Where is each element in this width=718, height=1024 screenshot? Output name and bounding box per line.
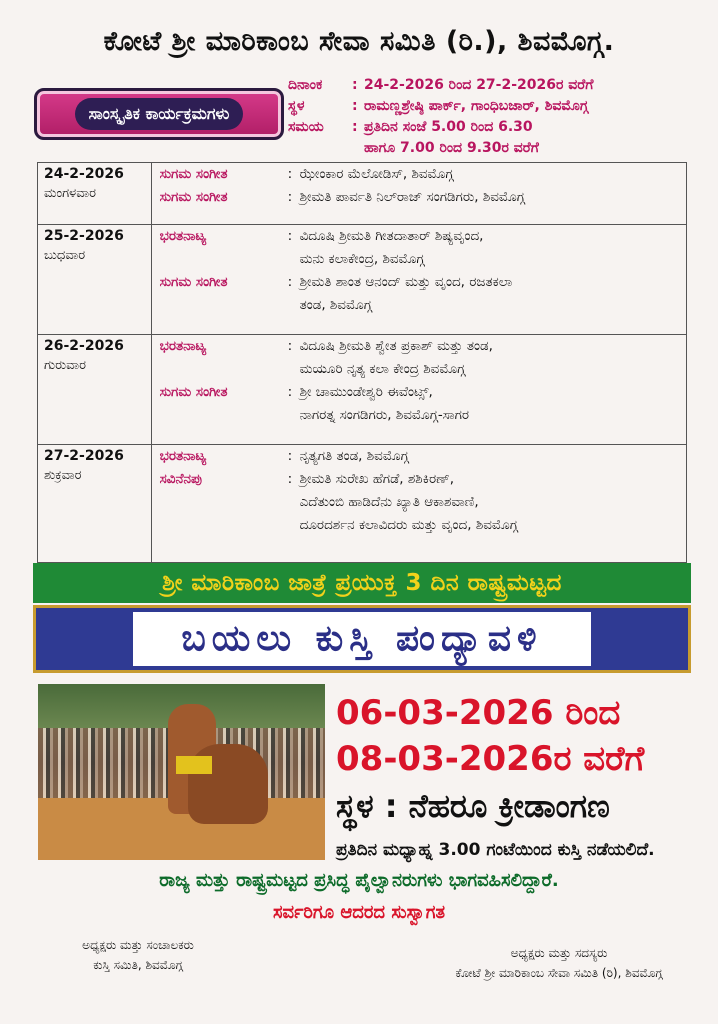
performance-type [152,404,288,427]
performance-line [152,294,686,317]
performances-cell [151,163,686,225]
event-info [288,75,708,159]
signature-left [38,935,238,975]
performance-colon [288,514,300,537]
info-row-time [288,117,708,138]
performance-colon [288,248,300,271]
schedule-date: 25-2-2026 [44,228,124,244]
performance-type [152,514,288,537]
schedule-day: ಗುರುವಾರ [44,358,86,373]
wrestling-photo [38,684,325,860]
info-label: ಸಮಯ [288,119,324,135]
wrestling-daily-time: ಪ್ರತಿದಿನ ಮಧ್ಯಾಹ್ನ 3.00 ಗಂಟೆಯಿಂದ ಕುಸ್ತಿ ನಡೆಯಲಿದೆ. [336,840,655,860]
performance-text: ಶ್ರೀಮತಿ ಸುರೇಖ ಹೆಗಡೆ, ಶಶಿಕಿರಣ್, [299,471,455,487]
info-row-date [288,75,708,96]
performance-type: ಭರತನಾಟ್ಯ [159,338,207,354]
performance-type [152,358,288,381]
performance-line [152,225,686,248]
info-colon [352,138,364,159]
performances-cell [151,335,686,445]
info-colon: : [352,119,358,135]
performance-text: ಎದೆತುಂಬಿ ಹಾಡಿದೆನು ಖ್ಯಾತಿ ಆಕಾಶವಾಣಿ, [299,494,479,510]
performance-text: ಶ್ರೀಮತಿ ಶಾಂತ ಆನಂದ್ ಮತ್ತು ವೃಂದ, ರಜತಕಲಾ [299,274,513,290]
performance-text: ಶ್ರೀ ಚಾಮುಂಡೇಶ್ವರಿ ಈವೆಂಟ್ಸ್, [299,384,433,400]
date-cell [38,225,152,335]
schedule-date: 27-2-2026 [44,448,124,464]
performance-colon [288,404,300,427]
schedule-date: 26-2-2026 [44,338,124,354]
performance-text: ದೂರದರ್ಶನ ಕಲಾವಿದರು ಮತ್ತು ವೃಂದ, ಶಿವಮೊಗ್ಗ [299,517,518,533]
signature-left-line2: ಕುಸ್ತಿ ಸಮಿತಿ, ಶಿವಮೊಗ್ಗ [93,958,183,972]
performance-colon: : [287,189,293,205]
performance-line [152,491,686,514]
signature-left-line1: ಅಧ್ಯಕ್ಷರು ಮತ್ತು ಸಂಚಾಲಕರು [82,938,194,952]
info-label: ಸ್ಥಳ [288,98,305,114]
info-value: ಹಾಗೂ 7.00 ರಿಂದ 9.30ರ ವರೆಗೆ [364,140,539,156]
cultural-programs-badge [34,88,284,140]
performance-colon [288,491,300,514]
performance-type [152,491,288,514]
info-row-time-cont [288,138,708,159]
performance-colon: : [287,274,293,290]
performance-line [152,445,686,468]
schedule-table [37,162,687,563]
badge-label: ಸಾಂಸ್ಕೃತಿಕ ಕಾರ್ಯಕ್ರಮಗಳು [75,98,244,130]
info-value: ರಾಮಣ್ಣಶ್ರೇಷ್ಠಿ ಪಾರ್ಕ್, ಗಾಂಧಿಬಜಾರ್, ಶಿವಮೊಗ್ಗ [364,98,589,114]
performance-line [152,381,686,404]
performance-text: ಶ್ರೀಮತಿ ಪಾರ್ವತಿ ನಿಲ್‌ರಾಜ್ ಸಂಗಡಿಗರು, ಶಿವಮೊಗ್ಗ [299,189,525,205]
date-cell [38,163,152,225]
wrestling-venue: ಸ್ಥಳ : ನೆಹರೂ ಕ್ರೀಡಾಂಗಣ [336,787,610,825]
info-colon: : [352,77,358,93]
performance-line [152,248,686,271]
performance-text: ತಂಡ, ಶಿವಮೊಗ್ಗ [299,297,372,313]
performance-line [152,186,686,209]
organization-title: ಕೋಟೆ ಶ್ರೀ ಮಾರಿಕಾಂಬ ಸೇವಾ ಸಮಿತಿ (ರಿ.), ಶಿವಮೊಗ್ಗ. [103,26,615,57]
performance-type: ಸುಗಮ ಸಂಗೀತ [159,384,228,400]
performance-text: ವಿದೂಷಿ ಶ್ರೀಮತಿ ಗೀತದಾತಾರ್ ಶಿಷ್ಯವೃಂದ, [299,228,484,244]
photo-shorts [176,756,212,774]
performance-text: ಮಯೂರಿ ನೃತ್ಯ ಕಲಾ ಕೇಂದ್ರ ಶಿವಮೊಗ್ಗ [299,361,466,377]
wrestling-title: ಬಯಲು ಕುಸ್ತಿ ಪಂದ್ಯಾವಳಿ [133,612,590,666]
performances-cell [151,445,686,563]
performances-cell [151,225,686,335]
date-from: 06-03-2026 ರಿಂದ [336,693,621,733]
performance-type: ಸುಗಮ ಸಂಗೀತ [159,189,228,205]
info-value: 24-2-2026 ರಿಂದ 27-2-2026ರ ವರೆಗೆ [364,77,594,93]
performance-text: ನಾಗರತ್ನ ಸಂಗಡಿಗರು, ಶಿವಮೊಗ್ಗ-ಸಾಗರ [299,407,470,423]
performance-type: ಸುಗಮ ಸಂಗೀತ [159,166,228,182]
schedule-row [38,163,687,225]
performance-text: ನೃತ್ಯಗತಿ ತಂಡ, ಶಿವಮೊಗ್ಗ [299,448,409,464]
performance-text: ಮನು ಕಲಾಕೇಂದ್ರ, ಶಿವಮೊಗ್ಗ [299,251,425,267]
info-value: ಪ್ರತಿದಿನ ಸಂಜೆ 5.00 ರಿಂದ 6.30 [364,119,533,135]
performance-colon [288,294,300,317]
signature-right [414,943,704,983]
schedule-row [38,445,687,563]
date-cell [38,445,152,563]
schedule-row [38,335,687,445]
performance-type: ಭರತನಾಟ್ಯ [159,448,207,464]
wrestlers-note: ರಾಜ್ಯ ಮತ್ತು ರಾಷ್ಟ್ರಮಟ್ಟದ ಪ್ರಸಿದ್ಧ ಪೈಲ್ವಾನರುಗಳು ಭಾಗವಹಿಸಲಿದ್ದಾರೆ. [159,870,559,891]
schedule-day: ಶುಕ್ರವಾರ [44,468,82,483]
schedule-date: 24-2-2026 [44,166,124,182]
info-label: ದಿನಾಂಕ [288,77,323,93]
performance-colon: : [287,338,293,354]
date-to: 08-03-2026ರ ವರೆಗೆ [336,739,645,779]
performance-line [152,358,686,381]
performance-colon: : [287,228,293,244]
info-label [288,138,352,159]
wrestling-title-banner [33,605,691,673]
performance-text: ಝೇಂಕಾರ ಮೆಲೋಡಿಸ್, ಶಿವಮೊಗ್ಗ [299,166,454,182]
info-colon: : [352,98,358,114]
signature-right-line1: ಅಧ್ಯಕ್ಷರು ಮತ್ತು ಸದಸ್ಯರು [510,946,608,960]
performance-type: ಸುಗಮ ಸಂಗೀತ [159,274,228,290]
performance-colon: : [287,166,293,182]
performance-type [152,248,288,271]
schedule-day: ಬುಧವಾರ [44,248,86,263]
performance-line [152,468,686,491]
schedule-row [38,225,687,335]
signature-right-line2: ಕೋಟೆ ಶ್ರೀ ಮಾರಿಕಾಂಬ ಸೇವಾ ಸಮಿತಿ (ರಿ), ಶಿವಮೊಗ್ಗ [455,966,663,980]
info-row-venue [288,96,708,117]
performance-colon: : [287,448,293,464]
performance-colon: : [287,384,293,400]
performance-type: ಸವಿನೆನಪು [159,471,203,487]
performance-colon: : [287,471,293,487]
welcome-message: ಸರ್ವರಿಗೂ ಆದರದ ಸುಸ್ವಾಗತ [272,902,446,923]
performance-type: ಭರತನಾಟ್ಯ [159,228,207,244]
performance-text: ವಿದೂಷಿ ಶ್ರೀಮತಿ ಶ್ವೇತ ಪ್ರಕಾಶ್ ಮತ್ತು ತಂಡ, [299,338,493,354]
performance-type [152,294,288,317]
wrestling-dates [336,690,706,782]
performance-line [152,271,686,294]
performance-colon [288,358,300,381]
performance-line [152,514,686,537]
performance-line [152,404,686,427]
performance-line [152,163,686,186]
schedule-day: ಮಂಗಳವಾರ [44,186,97,201]
date-cell [38,335,152,445]
wrestling-intro-banner: ಶ್ರೀ ಮಾರಿಕಾಂಬ ಜಾತ್ರೆ ಪ್ರಯುಕ್ತ 3 ದಿನ ರಾಷ್ಟ್ರಮಟ್ಟದ [33,563,691,603]
performance-line [152,335,686,358]
